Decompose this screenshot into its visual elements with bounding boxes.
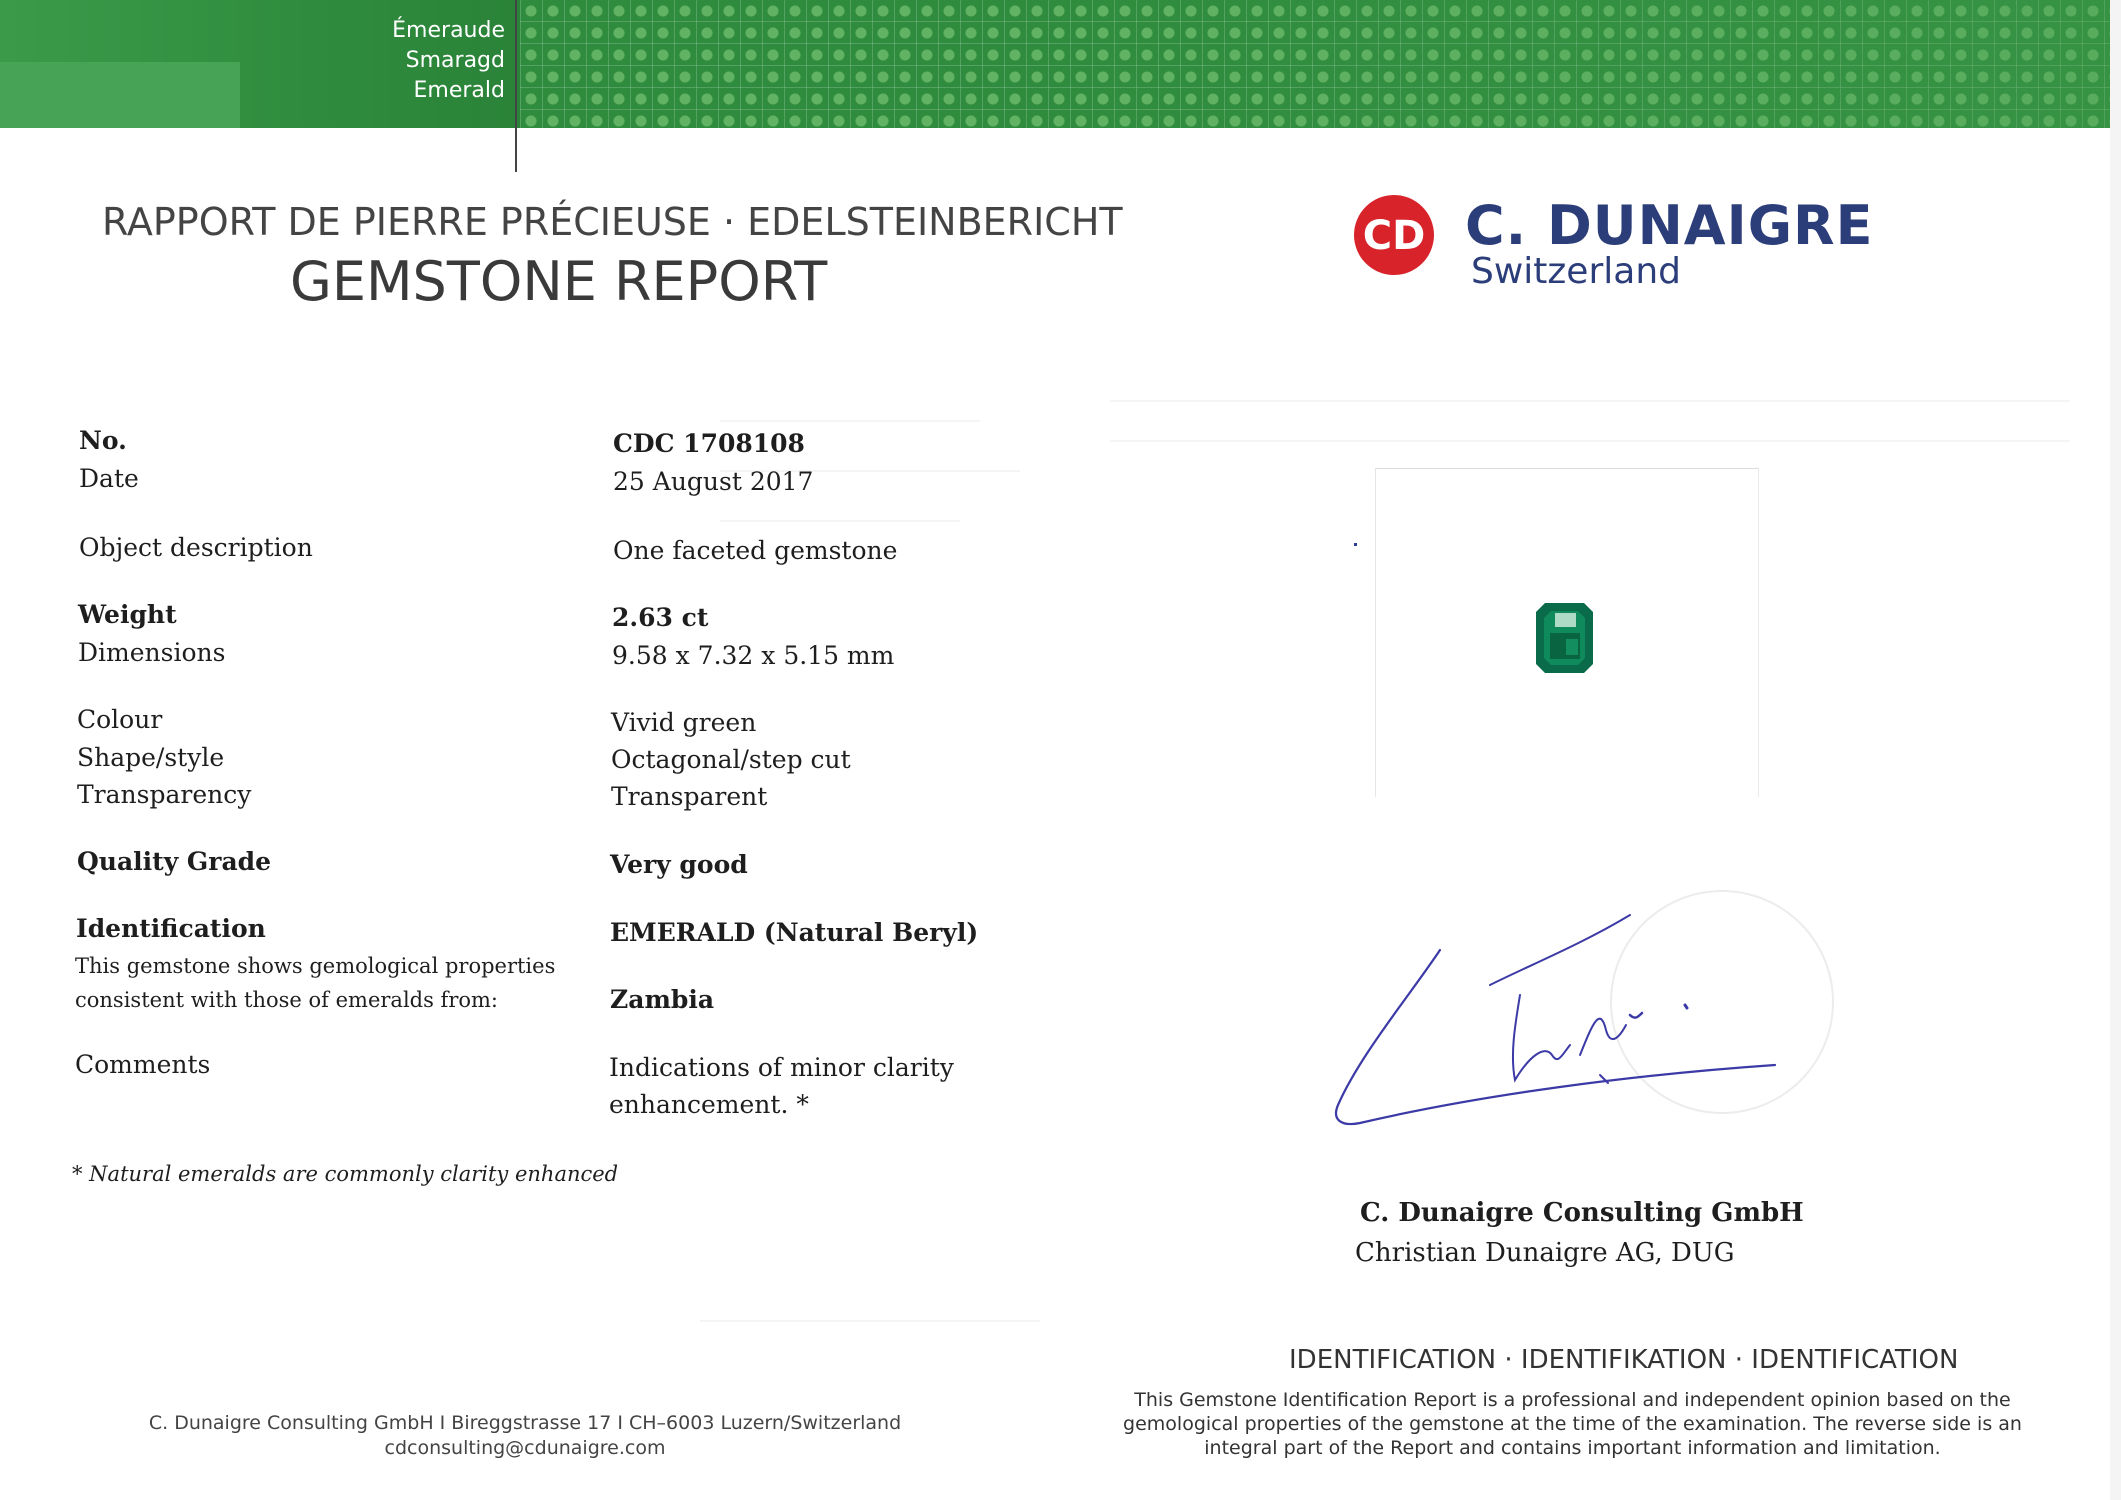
header-divider <box>515 0 517 172</box>
report-number: CDC 1708108 <box>613 429 805 458</box>
background-texture <box>720 420 980 422</box>
report-title: GEMSTONE REPORT <box>290 250 828 313</box>
footer-address: C. Dunaigre Consulting GmbH I Bireggstrasse 17 I CH–6003 Luzern/Switzerland <box>148 1412 902 1434</box>
quality-grade-label: Quality Grade <box>77 847 272 876</box>
header-band-fade <box>1040 0 2110 128</box>
shape-value: Octagonal/step cut <box>611 745 851 774</box>
signer-person: Christian Dunaigre AG, DUG <box>1355 1238 1735 1268</box>
brand-logo-icon <box>1352 193 1436 277</box>
stone-names <box>392 16 505 106</box>
shape-label: Shape/style <box>77 743 225 772</box>
identification-note-line-1: This gemstone shows gemological properties <box>75 954 556 978</box>
identification-heading: IDENTIFICATION · IDENTIFIKATION · IDENTIFICATION <box>1289 1345 1959 1375</box>
background-texture <box>700 1320 1040 1322</box>
origin-value: Zambia <box>610 985 715 1014</box>
comments-value-line-1: Indications of minor clarity <box>609 1053 954 1082</box>
date-label: Date <box>79 464 139 493</box>
handwritten-signature <box>1330 905 1790 1145</box>
brand-country: Switzerland <box>1471 251 1681 292</box>
transparency-value: Transparent <box>611 782 768 811</box>
background-texture <box>720 520 960 522</box>
footer-email: cdconsulting@cdunaigre.com <box>384 1437 666 1459</box>
photo-speck <box>1354 543 1357 546</box>
background-texture <box>1110 400 2070 402</box>
page-edge <box>2110 0 2121 1500</box>
stone-name-fr: Émeraude <box>392 18 505 43</box>
colour-value: Vivid green <box>611 708 757 737</box>
brand-logo-letters: CD <box>1362 213 1426 259</box>
object-description-value: One faceted gemstone <box>613 536 898 565</box>
quality-grade-value: Very good <box>610 850 748 879</box>
header-band-accent <box>0 62 240 128</box>
identification-value: EMERALD (Natural Beryl) <box>610 918 979 947</box>
colour-label: Colour <box>77 705 163 734</box>
weight-label: Weight <box>78 600 177 629</box>
report-subtitle: RAPPORT DE PIERRE PRÉCIEUSE · EDELSTEINBERICHT <box>102 200 1123 244</box>
background-texture <box>1110 440 2070 442</box>
comments-label: Comments <box>75 1050 211 1079</box>
footnote: * Natural emeralds are commonly clarity enhanced <box>72 1162 619 1186</box>
dimensions-label: Dimensions <box>78 638 226 667</box>
weight-value: 2.63 ct <box>612 603 709 632</box>
report-date: 25 August 2017 <box>613 467 814 496</box>
identification-disclaimer: This Gemstone Identification Report is a professional and independent opinion based on the gemological properties of the gemstone at the time of the examination. The reverse side is an integral part of the Report and contains important information and limitation. <box>1123 1389 2022 1459</box>
transparency-label: Transparency <box>77 780 252 809</box>
stone-name-en: Emerald <box>413 78 505 103</box>
emerald-gem-image <box>1536 603 1593 673</box>
object-description-label: Object description <box>79 533 313 562</box>
brand-name: C. DUNAIGRE <box>1465 194 1874 257</box>
stone-name-de: Smaragd <box>405 48 505 73</box>
no-label: No. <box>79 426 127 455</box>
comments-value-line-2: enhancement. * <box>609 1090 809 1119</box>
identification-note-line-2: consistent with those of emeralds from: <box>75 988 498 1012</box>
signer-company: C. Dunaigre Consulting GmbH <box>1360 1198 1804 1228</box>
dimensions-value: 9.58 x 7.32 x 5.15 mm <box>612 641 895 670</box>
identification-label: Identification <box>76 914 266 943</box>
